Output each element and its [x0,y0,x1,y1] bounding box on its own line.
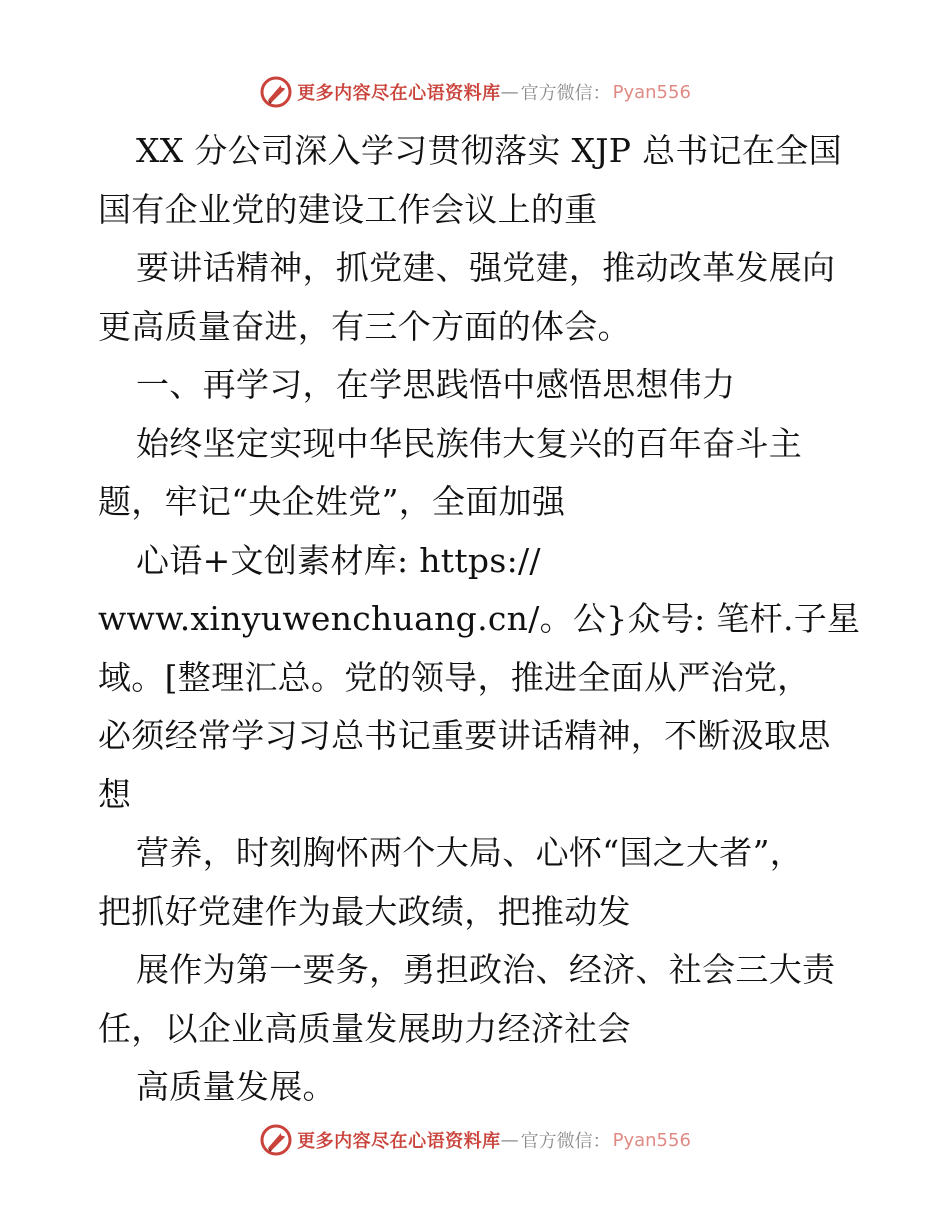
body-line: 展作为第一要务，勇担政治、经济、社会三大责 [136,950,836,989]
body-line: 题，牢记“央企姓党”，全面加强 [98,482,566,521]
body-line: 把抓好党建作为最大政绩，把推动发 [98,891,631,931]
pen-circle-logo-icon [259,75,293,109]
body-line: 国有企业党的建设工作会议上的重 [98,189,598,229]
body-line: 想 [98,774,132,814]
wechat-label: 官方微信： [520,1131,611,1152]
body-line: 高质量发展。 [136,1067,336,1106]
section-heading: 一、再学习，在学思践悟中感悟思想伟力 [136,365,736,404]
body-line: 任，以企业高质量发展助力经济社会 [98,1008,631,1048]
body-line: 要讲话精神，抓党建、强党建，推动改革发展向 [136,248,836,287]
body-line: 必须经常学习习总书记重要讲话精神，不断汲取思 [98,716,831,755]
body-line: 域。[整理汇总。党的领导，推进全面从严治党， [98,657,811,697]
footer-banner [0,1120,950,1160]
wechat-label: 官方微信： [520,83,611,104]
banner-separator: — [500,81,519,103]
pen-circle-logo-icon [259,1123,293,1157]
wechat-id: Pyan556 [612,1129,691,1151]
body-line: 营养，时刻胸怀两个大局、心怀“国之大者”， [136,833,804,872]
body-line: 心语+文创素材库: https:// [136,540,541,580]
body-line: 始终坚定实现中华民族伟大复兴的百年奋斗主 [136,423,802,463]
body-line: 更高质量奋进，有三个方面的体会。 [98,306,631,346]
body-line: www.xinyuwenchuang.cn/。公}众号: 笔杆.子星 [98,599,861,638]
banner-separator: — [500,1129,519,1151]
document-body [98,122,861,1117]
wechat-id: Pyan556 [612,81,691,103]
brand-text: 更多内容尽在心语资料库 [297,83,501,104]
header-banner [0,72,950,112]
body-line: XX 分公司深入学习贯彻落实 XJP 总书记在全国 [136,131,842,170]
brand-text: 更多内容尽在心语资料库 [297,1131,501,1152]
